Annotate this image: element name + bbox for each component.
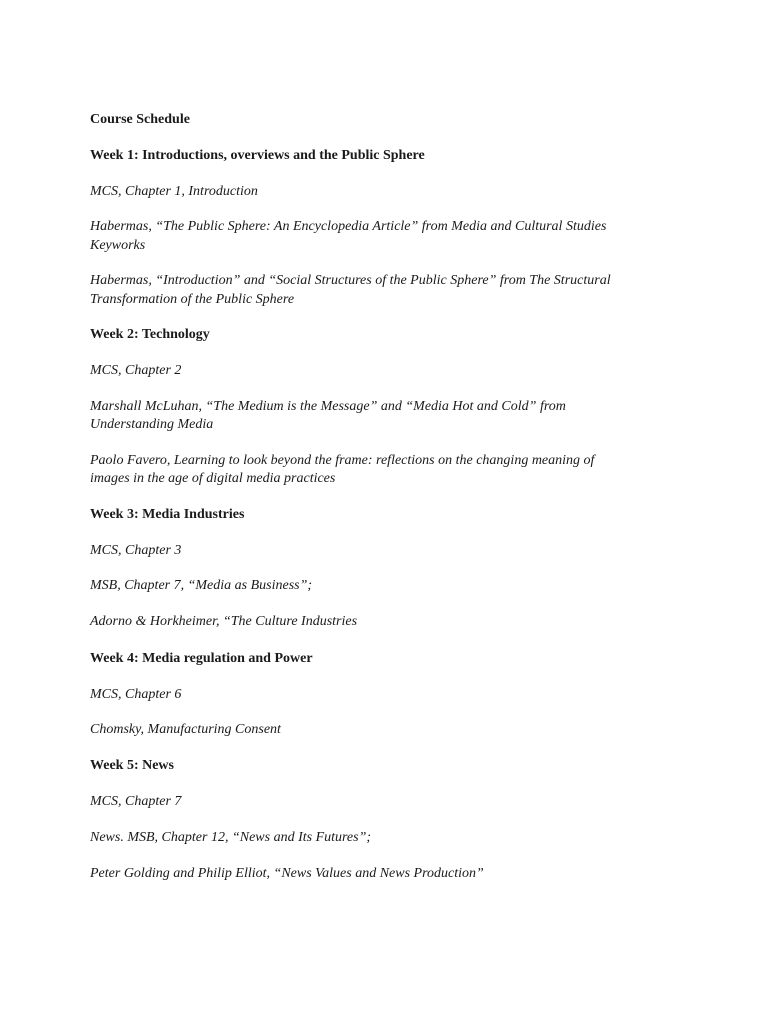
document-title: Course Schedule	[90, 112, 190, 127]
week-5-heading: Week 5: News	[90, 758, 174, 773]
week-2-reading-3-line-1: Paolo Favero, Learning to look beyond the frame: reflections on the changing meaning of	[90, 453, 595, 468]
week-2-heading: Week 2: Technology	[90, 327, 210, 342]
week-1-reading-3-line-1: Habermas, “Introduction” and “Social Structures of the Public Sphere” from The Structural	[90, 273, 611, 288]
week-4-reading-1: MCS, Chapter 6	[90, 687, 182, 702]
week-3-reading-3: Adorno & Horkheimer, “The Culture Industries	[90, 614, 358, 629]
week-4-heading: Week 4: Media regulation and Power	[90, 651, 313, 666]
week-1-reading-3-line-2: Transformation of the Public Sphere	[90, 292, 295, 307]
week-3-reading-2: MSB, Chapter 7, “Media as Business”;	[90, 578, 313, 593]
week-5-reading-2: News. MSB, Chapter 12, “News and Its Futures”;	[90, 830, 372, 845]
week-2-reading-1: MCS, Chapter 2	[90, 363, 182, 378]
week-2-reading-2-line-1: Marshall McLuhan, “The Medium is the Message” and “Media Hot and Cold” from	[90, 399, 566, 414]
week-5-reading-1: MCS, Chapter 7	[90, 794, 182, 809]
week-1-reading-1: MCS, Chapter 1, Introduction	[90, 184, 258, 199]
week-5-reading-3: Peter Golding and Philip Elliot, “News Values and News Production”	[90, 866, 484, 881]
week-3-heading: Week 3: Media Industries	[90, 507, 245, 522]
week-1-reading-2-line-2: Keyworks	[90, 238, 146, 253]
week-4-reading-2: Chomsky, Manufacturing Consent	[90, 722, 281, 737]
week-1-heading: Week 1: Introductions, overviews and the Public Sphere	[90, 148, 425, 163]
week-3-reading-1: MCS, Chapter 3	[90, 543, 182, 558]
week-2-reading-2-line-2: Understanding Media	[90, 417, 214, 432]
week-2-reading-3-line-2: images in the age of digital media practices	[90, 471, 336, 486]
week-1-reading-2-line-1: Habermas, “The Public Sphere: An Encyclopedia Article” from Media and Cultural Studies	[90, 219, 607, 234]
